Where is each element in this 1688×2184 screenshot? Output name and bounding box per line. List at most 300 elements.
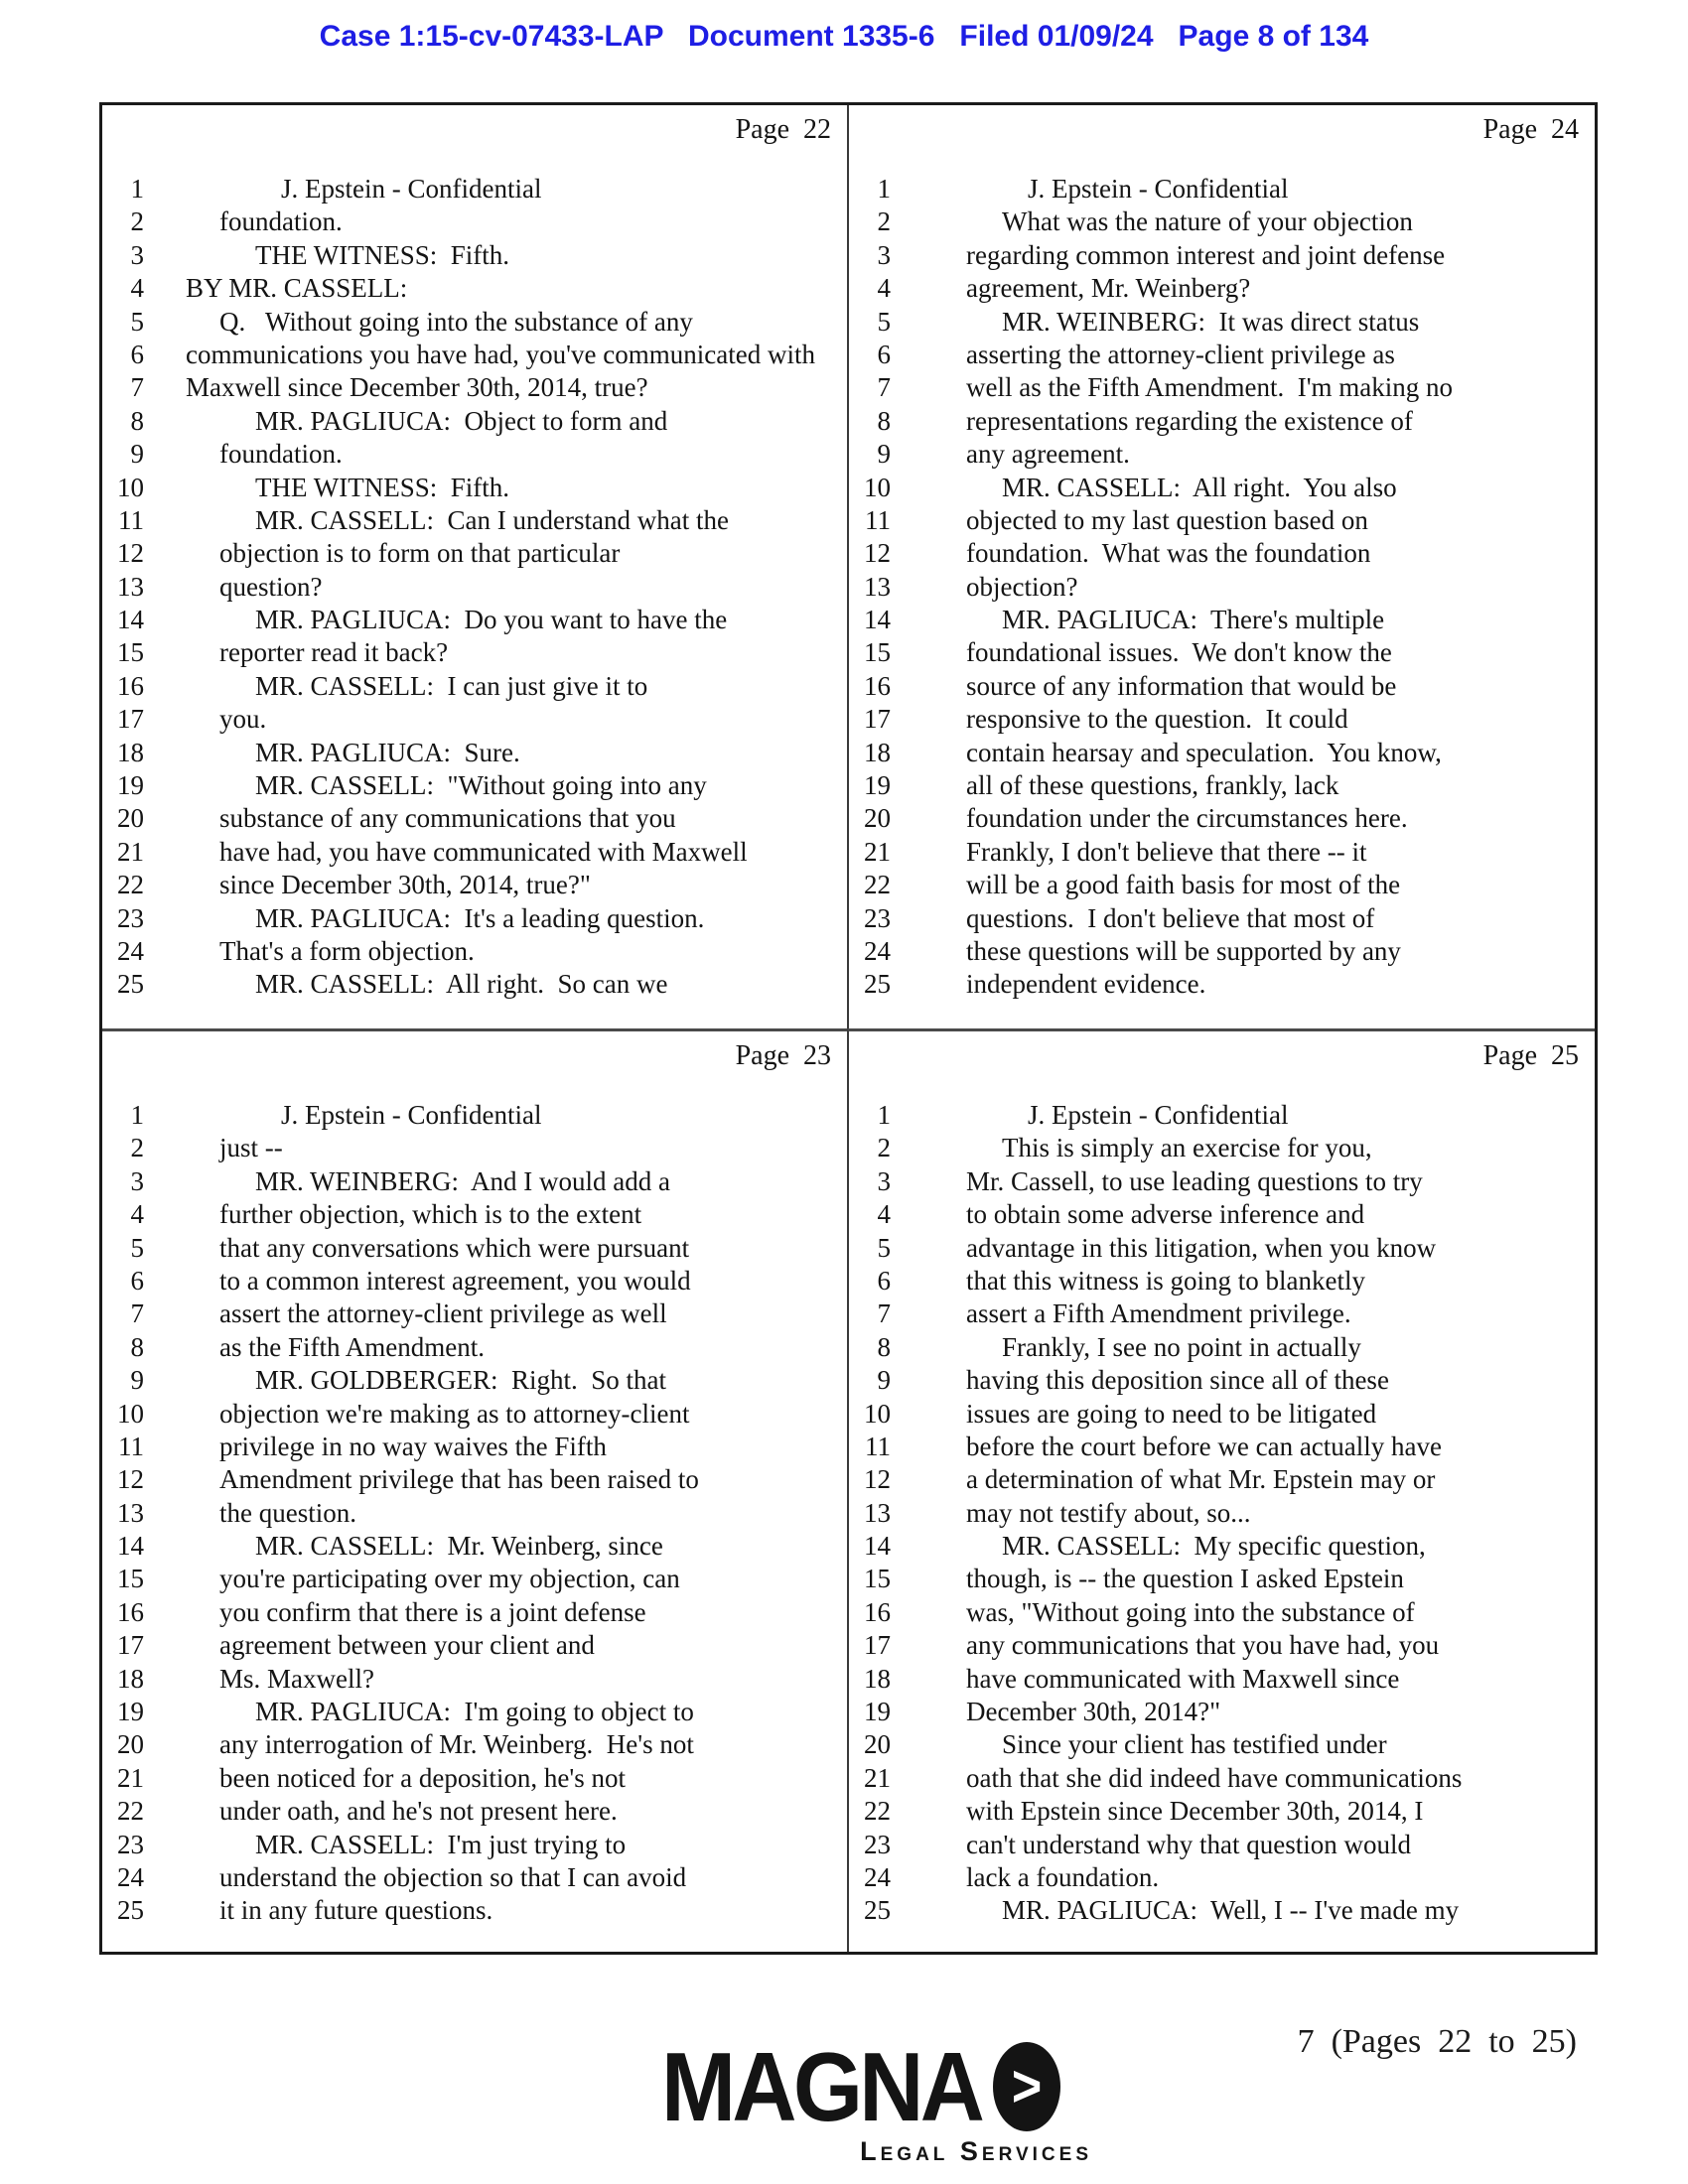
line-text: these questions will be supported by any	[966, 935, 1401, 966]
transcript-page-24	[847, 105, 1595, 1028]
magna-wordmark: MAGNA	[660, 2032, 982, 2141]
line-text: MR. PAGLIUCA: Sure.	[255, 737, 520, 767]
line-text: that this witness is going to blanketly	[966, 1265, 1365, 1296]
transcript-line	[849, 306, 1595, 339]
line-number: 6	[130, 1265, 144, 1296]
line-text: Since your client has testified under	[1002, 1729, 1387, 1760]
line-text: though, is -- the question I asked Epstein	[966, 1564, 1404, 1594]
line-number: 9	[130, 1365, 144, 1396]
line-text: MR. CASSELL: All right. You also	[1002, 472, 1397, 502]
line-number: 14	[117, 605, 144, 635]
line-number: 16	[864, 1596, 891, 1627]
line-number: 10	[864, 1398, 891, 1429]
line-number: 3	[877, 239, 891, 270]
line-number: 2	[130, 206, 144, 237]
line-text: oath that she did indeed have communications	[966, 1762, 1463, 1793]
line-text: THE WITNESS: Fifth.	[255, 239, 509, 270]
transcript-line	[849, 1198, 1595, 1231]
transcript-line	[849, 1563, 1595, 1595]
line-number: 4	[877, 1199, 891, 1230]
line-text: J. Epstein - Confidential	[1028, 174, 1289, 204]
line-text: well as the Fifth Amendment. I'm making no	[966, 372, 1454, 403]
line-number: 11	[865, 1431, 891, 1461]
transcript-line	[849, 371, 1595, 404]
line-text: Amendment privilege that has been raised to	[219, 1464, 699, 1495]
transcript-line	[849, 935, 1595, 968]
line-number: 24	[117, 935, 144, 966]
line-number: 13	[117, 1497, 144, 1528]
line-number: 19	[117, 1697, 144, 1727]
line-text: Maxwell since December 30th, 2014, true?	[186, 372, 648, 403]
line-text: you're participating over my objection, can	[219, 1564, 680, 1594]
line-number: 9	[877, 439, 891, 470]
transcript-line	[849, 1398, 1595, 1431]
transcript-lines	[849, 1099, 1595, 1928]
line-text: foundation.	[219, 206, 343, 237]
transcript-line	[102, 836, 847, 869]
line-number: 5	[877, 1232, 891, 1263]
transcript-line	[102, 670, 847, 703]
line-number: 20	[864, 803, 891, 834]
transcript-lines	[849, 173, 1595, 1002]
line-text: objected to my last question based on	[966, 504, 1368, 535]
line-text: regarding common interest and joint defense	[966, 239, 1446, 270]
line-number: 4	[877, 273, 891, 304]
transcript-line	[849, 1132, 1595, 1164]
line-text: before the court before we can actually have	[966, 1431, 1442, 1461]
line-number: 22	[117, 870, 144, 900]
line-number: 2	[877, 1133, 891, 1163]
transcript-line	[849, 670, 1595, 703]
transcript-line	[849, 1099, 1595, 1132]
line-text: can't understand why that question would	[966, 1829, 1412, 1859]
line-text: MR. PAGLIUCA: It's a leading question.	[255, 902, 705, 933]
line-number: 24	[117, 1861, 144, 1892]
transcript-line	[102, 173, 847, 205]
transcript-line	[849, 703, 1595, 736]
transcript-line	[102, 869, 847, 901]
line-text: the question.	[219, 1497, 356, 1528]
line-text: been noticed for a deposition, he's not	[219, 1762, 627, 1793]
transcript-line	[102, 472, 847, 504]
transcript-line	[102, 571, 847, 604]
line-number: 17	[864, 704, 891, 735]
transcript-line	[102, 1431, 847, 1463]
line-text: under oath, and he's not present here.	[219, 1796, 618, 1827]
transcript-line	[849, 339, 1595, 371]
transcript-line	[849, 1364, 1595, 1397]
transcript-line	[849, 1696, 1595, 1728]
line-number: 22	[117, 1796, 144, 1827]
line-number: 22	[864, 1796, 891, 1827]
line-text: MR. CASSELL: I can just give it to	[255, 670, 648, 701]
line-number: 14	[117, 1531, 144, 1562]
transcript-line	[102, 1463, 847, 1496]
transcript-line	[849, 1829, 1595, 1861]
line-text: J. Epstein - Confidential	[281, 1100, 542, 1130]
case-header: Case 1:15-cv-07433-LAP Document 1335-6 Filed 01/09/24 Page 8 of 134	[319, 20, 1369, 53]
line-number: 15	[117, 637, 144, 668]
transcript-line	[102, 1728, 847, 1761]
line-number: 19	[864, 1697, 891, 1727]
line-number: 3	[130, 1165, 144, 1196]
transcript-line	[102, 1099, 847, 1132]
line-number: 19	[117, 770, 144, 801]
transcript-line	[849, 1297, 1595, 1330]
line-text: privilege in no way waives the Fifth	[219, 1431, 607, 1461]
line-number: 5	[877, 306, 891, 337]
line-number: 21	[864, 836, 891, 867]
transcript-line	[102, 737, 847, 769]
transcript-lines	[102, 173, 847, 1002]
transcript-line	[102, 1530, 847, 1563]
line-number: 2	[130, 1133, 144, 1163]
line-text: Ms. Maxwell?	[219, 1663, 374, 1694]
line-text: Q. Without going into the substance of any	[219, 306, 693, 337]
line-text: advantage in this litigation, when you know	[966, 1232, 1437, 1263]
transcript-line	[849, 802, 1595, 835]
line-number: 1	[130, 1100, 144, 1130]
line-text: lack a foundation.	[966, 1861, 1160, 1892]
page-label: Page 24	[1482, 114, 1579, 145]
magna-arrow-icon: >	[993, 2042, 1060, 2131]
transcript-line	[102, 504, 847, 537]
transcript-grid	[102, 105, 1595, 1952]
line-text: What was the nature of your objection	[1002, 206, 1413, 237]
line-text: This is simply an exercise for you,	[1002, 1133, 1372, 1163]
transcript-line	[849, 405, 1595, 438]
transcript-line	[102, 802, 847, 835]
line-text: it in any future questions.	[219, 1895, 493, 1926]
line-number: 24	[864, 1861, 891, 1892]
transcript-line	[102, 1297, 847, 1330]
line-text: to a common interest agreement, you would	[219, 1265, 691, 1296]
line-number: 18	[117, 1663, 144, 1694]
line-text: foundation.	[219, 439, 343, 470]
line-number: 17	[117, 1630, 144, 1661]
line-number: 25	[117, 969, 144, 1000]
line-number: 6	[877, 339, 891, 369]
transcript-line	[849, 472, 1595, 504]
page-label: Page 22	[735, 114, 831, 145]
line-number: 8	[877, 1331, 891, 1362]
transcript-line	[849, 173, 1595, 205]
line-number: 25	[864, 1895, 891, 1926]
line-text: MR. PAGLIUCA: There's multiple	[1002, 605, 1385, 635]
transcript-line	[849, 1596, 1595, 1629]
transcript-line	[849, 1165, 1595, 1198]
line-text: understand the objection so that I can avoid	[219, 1861, 687, 1892]
line-number: 5	[130, 1232, 144, 1263]
line-number: 24	[864, 935, 891, 966]
line-number: 15	[864, 1564, 891, 1594]
transcript-line	[849, 1894, 1595, 1927]
line-number: 10	[864, 472, 891, 502]
line-text: any interrogation of Mr. Weinberg. He's not	[219, 1729, 694, 1760]
transcript-line	[102, 1198, 847, 1231]
line-number: 22	[864, 870, 891, 900]
transcript-line	[849, 769, 1595, 802]
line-text: assert a Fifth Amendment privilege.	[966, 1298, 1351, 1329]
transcript-line	[849, 968, 1595, 1001]
line-text: any agreement.	[966, 439, 1130, 470]
line-text: MR. WEINBERG: It was direct status	[1002, 306, 1420, 337]
line-number: 18	[864, 737, 891, 767]
transcript-line	[849, 1728, 1595, 1761]
transcript-line	[849, 604, 1595, 636]
line-number: 8	[130, 405, 144, 436]
line-text: Mr. Cassell, to use leading questions to try	[966, 1165, 1423, 1196]
line-number: 11	[118, 1431, 144, 1461]
transcript-box	[99, 102, 1598, 1955]
line-text: That's a form objection.	[219, 935, 475, 966]
transcript-line	[102, 902, 847, 935]
line-text: MR. PAGLIUCA: Well, I -- I've made my	[1002, 1895, 1460, 1926]
transcript-line	[849, 504, 1595, 537]
transcript-line	[102, 1265, 847, 1297]
line-text: foundational issues. We don't know the	[966, 637, 1392, 668]
line-number: 20	[117, 803, 144, 834]
line-text: agreement, Mr. Weinberg?	[966, 273, 1251, 304]
line-text: have had, you have communicated with Maxwell	[219, 836, 748, 867]
line-number: 5	[130, 306, 144, 337]
transcript-line	[102, 405, 847, 438]
line-number: 8	[877, 405, 891, 436]
transcript-page-23	[102, 1028, 847, 1952]
line-number: 20	[117, 1729, 144, 1760]
line-text: J. Epstein - Confidential	[1028, 1100, 1289, 1130]
transcript-line	[102, 935, 847, 968]
transcript-line	[102, 1398, 847, 1431]
line-text: MR. PAGLIUCA: Do you want to have the	[255, 605, 728, 635]
line-text: with Epstein since December 30th, 2014, I	[966, 1796, 1424, 1827]
transcript-line	[849, 636, 1595, 669]
transcript-page-25	[847, 1028, 1595, 1952]
line-text: foundation under the circumstances here.	[966, 803, 1408, 834]
line-number: 16	[117, 1596, 144, 1627]
line-number: 21	[117, 1762, 144, 1793]
line-text: Frankly, I see no point in actually	[1002, 1331, 1361, 1362]
line-text: MR. CASSELL: My specific question,	[1002, 1531, 1426, 1562]
line-number: 8	[130, 1331, 144, 1362]
transcript-line	[102, 1596, 847, 1629]
line-text: reporter read it back?	[219, 637, 449, 668]
line-text: source of any information that would be	[966, 670, 1397, 701]
line-number: 13	[864, 571, 891, 602]
line-text: that any conversations which were pursuant	[219, 1232, 690, 1263]
magna-wordmark-row	[606, 2032, 1102, 2141]
line-number: 20	[864, 1729, 891, 1760]
transcript-line	[849, 205, 1595, 238]
line-text: having this deposition since all of these	[966, 1365, 1389, 1396]
line-text: questions. I don't believe that most of	[966, 902, 1375, 933]
transcript-line	[102, 1497, 847, 1530]
magna-subtitle: Legal Services	[860, 2136, 1092, 2166]
line-number: 13	[117, 571, 144, 602]
line-text: MR. CASSELL: "Without going into any	[255, 770, 707, 801]
transcript-line	[102, 205, 847, 238]
line-number: 12	[117, 538, 144, 569]
transcript-line	[102, 1165, 847, 1198]
line-number: 4	[130, 273, 144, 304]
transcript-line	[102, 968, 847, 1001]
line-text: MR. GOLDBERGER: Right. So that	[255, 1365, 667, 1396]
transcript-line	[849, 1431, 1595, 1463]
transcript-line	[849, 1497, 1595, 1530]
line-number: 1	[877, 174, 891, 204]
line-number: 10	[117, 1398, 144, 1429]
line-text: further objection, which is to the extent	[219, 1199, 642, 1230]
line-text: to obtain some adverse inference and	[966, 1199, 1365, 1230]
line-number: 3	[130, 239, 144, 270]
line-text: independent evidence.	[966, 969, 1206, 1000]
transcript-line	[102, 1829, 847, 1861]
line-text: just --	[219, 1133, 283, 1163]
transcript-line	[102, 272, 847, 305]
line-number: 19	[864, 770, 891, 801]
transcript-line	[102, 769, 847, 802]
line-text: since December 30th, 2014, true?"	[219, 870, 591, 900]
transcript-line	[102, 537, 847, 570]
transcript-line	[102, 239, 847, 272]
line-text: December 30th, 2014?"	[966, 1697, 1221, 1727]
line-number: 23	[117, 1829, 144, 1859]
line-number: 23	[117, 902, 144, 933]
line-number: 25	[117, 1895, 144, 1926]
line-text: substance of any communications that you	[219, 803, 676, 834]
page-label: Page 25	[1482, 1040, 1579, 1071]
line-text: all of these questions, frankly, lack	[966, 770, 1339, 801]
line-text: J. Epstein - Confidential	[281, 174, 542, 204]
transcript-line	[849, 1629, 1595, 1662]
line-number: 14	[864, 605, 891, 635]
transcript-line	[102, 703, 847, 736]
line-text: communications you have had, you've communicated with	[186, 339, 815, 369]
transcript-line	[102, 1762, 847, 1795]
line-text: objection?	[966, 571, 1078, 602]
line-text: have communicated with Maxwell since	[966, 1663, 1400, 1694]
transcript-line	[102, 1331, 847, 1364]
line-number: 17	[864, 1630, 891, 1661]
transcript-line	[849, 869, 1595, 901]
transcript-line	[849, 737, 1595, 769]
line-number: 9	[877, 1365, 891, 1396]
line-number: 16	[864, 670, 891, 701]
transcript-line	[849, 836, 1595, 869]
line-text: as the Fifth Amendment.	[219, 1331, 485, 1362]
line-number: 13	[864, 1497, 891, 1528]
line-text: assert the attorney-client privilege as well	[219, 1298, 667, 1329]
line-text: MR. CASSELL: Can I understand what the	[255, 504, 729, 535]
transcript-line	[102, 1563, 847, 1595]
transcript-line	[102, 1696, 847, 1728]
line-text: a determination of what Mr. Epstein may or	[966, 1464, 1436, 1495]
line-number: 1	[130, 174, 144, 204]
transcript-line	[849, 1663, 1595, 1696]
transcript-line	[102, 1132, 847, 1164]
transcript-line	[849, 902, 1595, 935]
line-number: 12	[864, 538, 891, 569]
transcript-line	[102, 1629, 847, 1662]
line-number: 14	[864, 1531, 891, 1562]
line-text: question?	[219, 571, 323, 602]
line-number: 17	[117, 704, 144, 735]
line-number: 7	[130, 1298, 144, 1329]
line-text: will be a good faith basis for most of the	[966, 870, 1401, 900]
transcript-line	[102, 339, 847, 371]
transcript-line	[849, 1795, 1595, 1828]
line-text: MR. WEINBERG: And I would add a	[255, 1165, 670, 1196]
transcript-line	[102, 371, 847, 404]
line-text: asserting the attorney-client privilege as	[966, 339, 1395, 369]
line-number: 2	[877, 206, 891, 237]
transcript-line	[849, 1232, 1595, 1265]
line-text: any communications that you have had, you	[966, 1630, 1440, 1661]
line-number: 15	[117, 1564, 144, 1594]
transcript-line	[849, 537, 1595, 570]
line-number: 23	[864, 1829, 891, 1859]
line-number: 1	[877, 1100, 891, 1130]
line-text: you confirm that there is a joint defense	[219, 1596, 646, 1627]
line-number: 7	[130, 372, 144, 403]
line-text: responsive to the question. It could	[966, 704, 1348, 735]
transcript-line	[102, 1795, 847, 1828]
transcript-line	[849, 1861, 1595, 1894]
line-number: 4	[130, 1199, 144, 1230]
transcript-line	[102, 604, 847, 636]
transcript-line	[102, 1364, 847, 1397]
transcript-line	[849, 438, 1595, 471]
line-number: 21	[117, 836, 144, 867]
transcript-line	[849, 1331, 1595, 1364]
line-text: may not testify about, so...	[966, 1497, 1251, 1528]
transcript-line	[102, 438, 847, 471]
transcript-line	[102, 306, 847, 339]
transcript-line	[849, 1762, 1595, 1795]
line-number: 18	[117, 737, 144, 767]
line-number: 18	[864, 1663, 891, 1694]
line-text: agreement between your client and	[219, 1630, 595, 1661]
transcript-line	[102, 1232, 847, 1265]
line-text: THE WITNESS: Fifth.	[255, 472, 509, 502]
line-text: objection we're making as to attorney-client	[219, 1398, 690, 1429]
line-text: MR. CASSELL: All right. So can we	[255, 969, 668, 1000]
line-text: foundation. What was the foundation	[966, 538, 1371, 569]
transcript-line	[102, 636, 847, 669]
line-number: 16	[117, 670, 144, 701]
line-number: 7	[877, 372, 891, 403]
line-number: 7	[877, 1298, 891, 1329]
line-number: 12	[117, 1464, 144, 1495]
transcript-line	[849, 1530, 1595, 1563]
magna-logo	[606, 2032, 1102, 2167]
line-number: 11	[865, 504, 891, 535]
line-number: 11	[118, 504, 144, 535]
transcript-line	[849, 1463, 1595, 1496]
line-number: 15	[864, 637, 891, 668]
line-number: 6	[877, 1265, 891, 1296]
line-text: issues are going to need to be litigated	[966, 1398, 1377, 1429]
line-text: representations regarding the existence of	[966, 405, 1413, 436]
line-number: 21	[864, 1762, 891, 1793]
transcript-line	[849, 1265, 1595, 1297]
transcript-line	[102, 1894, 847, 1927]
line-text: contain hearsay and speculation. You know,	[966, 737, 1442, 767]
transcript-line	[102, 1663, 847, 1696]
footer-page-range: 7 (Pages 22 to 25)	[1297, 2023, 1577, 2060]
transcript-page-22	[102, 105, 847, 1028]
line-text: MR. PAGLIUCA: I'm going to object to	[255, 1697, 694, 1727]
